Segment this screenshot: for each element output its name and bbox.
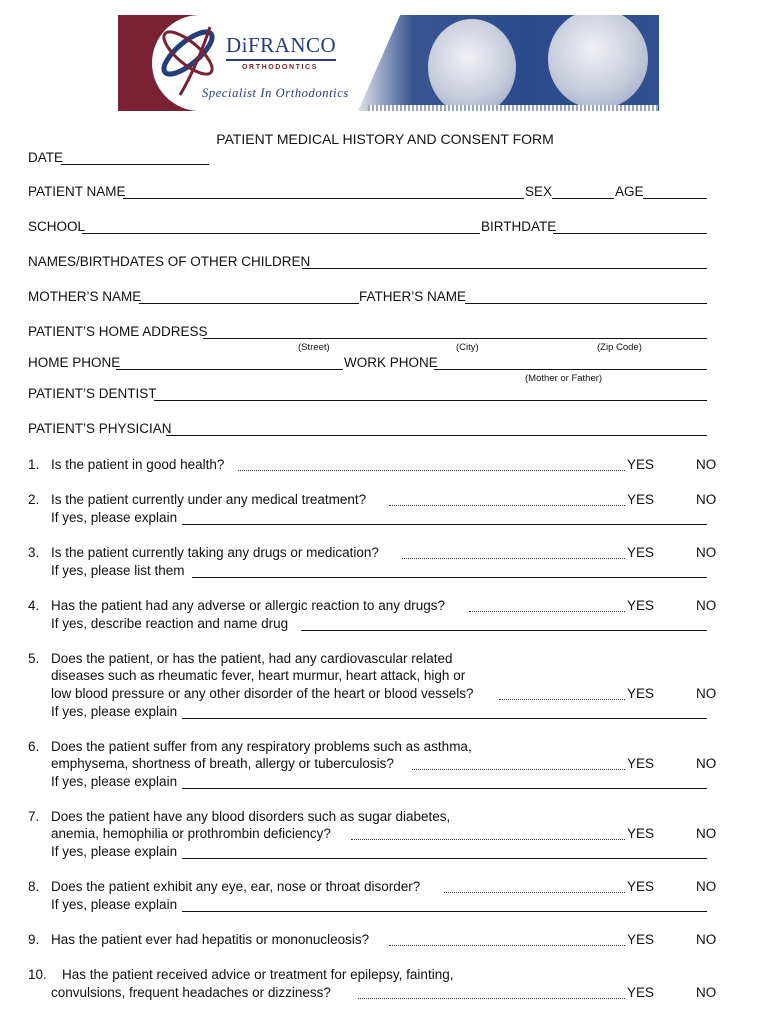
question-number: 1. [28, 457, 40, 472]
yes-option[interactable]: YES [627, 879, 655, 894]
dot-leader [412, 769, 625, 770]
question-number: 9. [28, 932, 40, 947]
dot-leader [444, 892, 625, 893]
question-text: Does the patient exhibit any eye, ear, nose or throat disorder? [51, 879, 421, 894]
explain-field[interactable] [182, 524, 707, 525]
dot-leader [499, 699, 625, 700]
no-option[interactable]: NO [696, 598, 717, 613]
question-text: Is the patient currently under any medical treatment? [51, 492, 367, 507]
question-number: 5. [28, 651, 40, 666]
no-option[interactable]: NO [696, 826, 717, 841]
no-option[interactable]: NO [696, 756, 717, 771]
patient-name-field[interactable] [123, 198, 524, 199]
sex-label: SEX [525, 184, 553, 199]
child-face-image [428, 19, 516, 115]
no-option[interactable]: NO [696, 457, 717, 472]
no-option[interactable]: NO [696, 492, 717, 507]
question-number: 4. [28, 598, 40, 613]
dot-leader [389, 505, 625, 506]
date-field[interactable] [61, 164, 209, 165]
birthdate-label: BIRTHDATE [481, 219, 557, 234]
question-text: Has the patient ever had hepatitis or mononucleosis? [51, 932, 370, 947]
follow-up-label: If yes, please explain [51, 774, 178, 789]
question-text: Is the patient currently taking any drugs or medication? [51, 545, 379, 560]
brand-subtitle: ORTHODONTICS [242, 64, 318, 71]
follow-up-label: If yes, please explain [51, 704, 178, 719]
follow-up-label: If yes, describe reaction and name drug [51, 616, 289, 631]
question-text: emphysema, shortness of breath, allergy or tuberculosis? [51, 756, 394, 771]
yes-option[interactable]: YES [627, 985, 655, 1000]
brand-underline [226, 59, 336, 61]
birthdate-field[interactable] [553, 233, 707, 234]
no-option[interactable]: NO [696, 545, 717, 560]
street-hint: (Street) [298, 342, 330, 353]
other-children-label: NAMES/BIRTHDATES OF OTHER CHILDREN [28, 254, 311, 269]
work-phone-label: WORK PHONE [344, 355, 438, 370]
home-address-field[interactable] [203, 338, 707, 339]
home-phone-label: HOME PHONE [28, 355, 121, 370]
yes-option[interactable]: YES [627, 545, 655, 560]
physician-label: PATIENT’S PHYSICIAN [28, 421, 172, 436]
dot-leader [389, 945, 625, 946]
question-number: 3. [28, 545, 40, 560]
dot-leader [402, 558, 625, 559]
dentist-field[interactable] [154, 400, 707, 401]
date-label: DATE [28, 150, 64, 165]
explain-field[interactable] [182, 788, 707, 789]
child-face-image [548, 9, 648, 109]
yes-option[interactable]: YES [627, 686, 655, 701]
form-title: PATIENT MEDICAL HISTORY AND CONSENT FORM [216, 131, 554, 147]
question-text: anemia, hemophilia or prothrombin deficiency? [51, 826, 331, 841]
physician-field[interactable] [166, 435, 707, 436]
yes-option[interactable]: YES [627, 932, 655, 947]
question-text: diseases such as rheumatic fever, heart murmur, heart attack, high or [51, 668, 466, 683]
explain-field[interactable] [182, 911, 707, 912]
mother-name-label: MOTHER’S NAME [28, 289, 142, 304]
dot-leader [469, 611, 625, 612]
explain-field[interactable] [182, 858, 707, 859]
question-number: 10. [28, 967, 47, 982]
question-text: Does the patient, or has the patient, had any cardiovascular related [51, 651, 453, 666]
explain-field[interactable] [301, 630, 707, 631]
mother-name-field[interactable] [139, 303, 359, 304]
follow-up-label: If yes, please explain [51, 897, 178, 912]
home-address-label: PATIENT’S HOME ADDRESS [28, 324, 208, 339]
other-children-field[interactable] [302, 268, 707, 269]
yes-option[interactable]: YES [627, 756, 655, 771]
yes-option[interactable]: YES [627, 826, 655, 841]
father-name-field[interactable] [465, 303, 707, 304]
no-option[interactable]: NO [696, 879, 717, 894]
city-hint: (City) [456, 342, 479, 353]
tagline: Specialist In Orthodontics [202, 86, 349, 100]
question-text: Has the patient had any adverse or allergic reaction to any drugs? [51, 598, 445, 613]
yes-option[interactable]: YES [627, 598, 655, 613]
patient-name-label: PATIENT NAME [28, 184, 126, 199]
zip-hint: (Zip Code) [597, 342, 642, 353]
work-phone-field[interactable] [434, 369, 707, 370]
question-number: 7. [28, 809, 40, 824]
explain-field[interactable] [192, 577, 707, 578]
question-text: Has the patient received advice or treatment for epilepsy, fainting, [62, 967, 454, 982]
header-stripes [368, 105, 658, 111]
question-text: Does the patient have any blood disorders such as sugar diabetes, [51, 809, 451, 824]
home-phone-field[interactable] [116, 369, 343, 370]
dot-leader [351, 839, 625, 840]
yes-option[interactable]: YES [627, 492, 655, 507]
age-label: AGE [615, 184, 644, 199]
question-number: 2. [28, 492, 40, 507]
brand-name: DiFRANCO [226, 33, 337, 57]
mother-father-hint: (Mother or Father) [525, 373, 603, 384]
school-field[interactable] [82, 233, 480, 234]
yes-option[interactable]: YES [627, 457, 655, 472]
follow-up-label: If yes, please explain [51, 844, 178, 859]
no-option[interactable]: NO [696, 985, 717, 1000]
no-option[interactable]: NO [696, 686, 717, 701]
follow-up-label: If yes, please list them [51, 563, 185, 578]
letterhead [118, 15, 659, 111]
dot-leader [238, 470, 625, 471]
question-number: 6. [28, 739, 40, 754]
sex-field[interactable] [552, 198, 614, 199]
no-option[interactable]: NO [696, 932, 717, 947]
question-text: low blood pressure or any other disorder of the heart or blood vessels? [51, 686, 474, 701]
dentist-label: PATIENT’S DENTIST [28, 386, 157, 401]
question-text: Is the patient in good health? [51, 457, 225, 472]
dot-leader [358, 998, 625, 999]
follow-up-label: If yes, please explain [51, 510, 178, 525]
age-field[interactable] [643, 198, 707, 199]
header-photo [358, 15, 659, 111]
question-text: convulsions, frequent headaches or dizziness? [51, 985, 331, 1000]
question-number: 8. [28, 879, 40, 894]
father-name-label: FATHER’S NAME [359, 289, 467, 304]
question-text: Does the patient suffer from any respiratory problems such as asthma, [51, 739, 472, 754]
explain-field[interactable] [182, 718, 707, 719]
school-label: SCHOOL [28, 219, 86, 234]
